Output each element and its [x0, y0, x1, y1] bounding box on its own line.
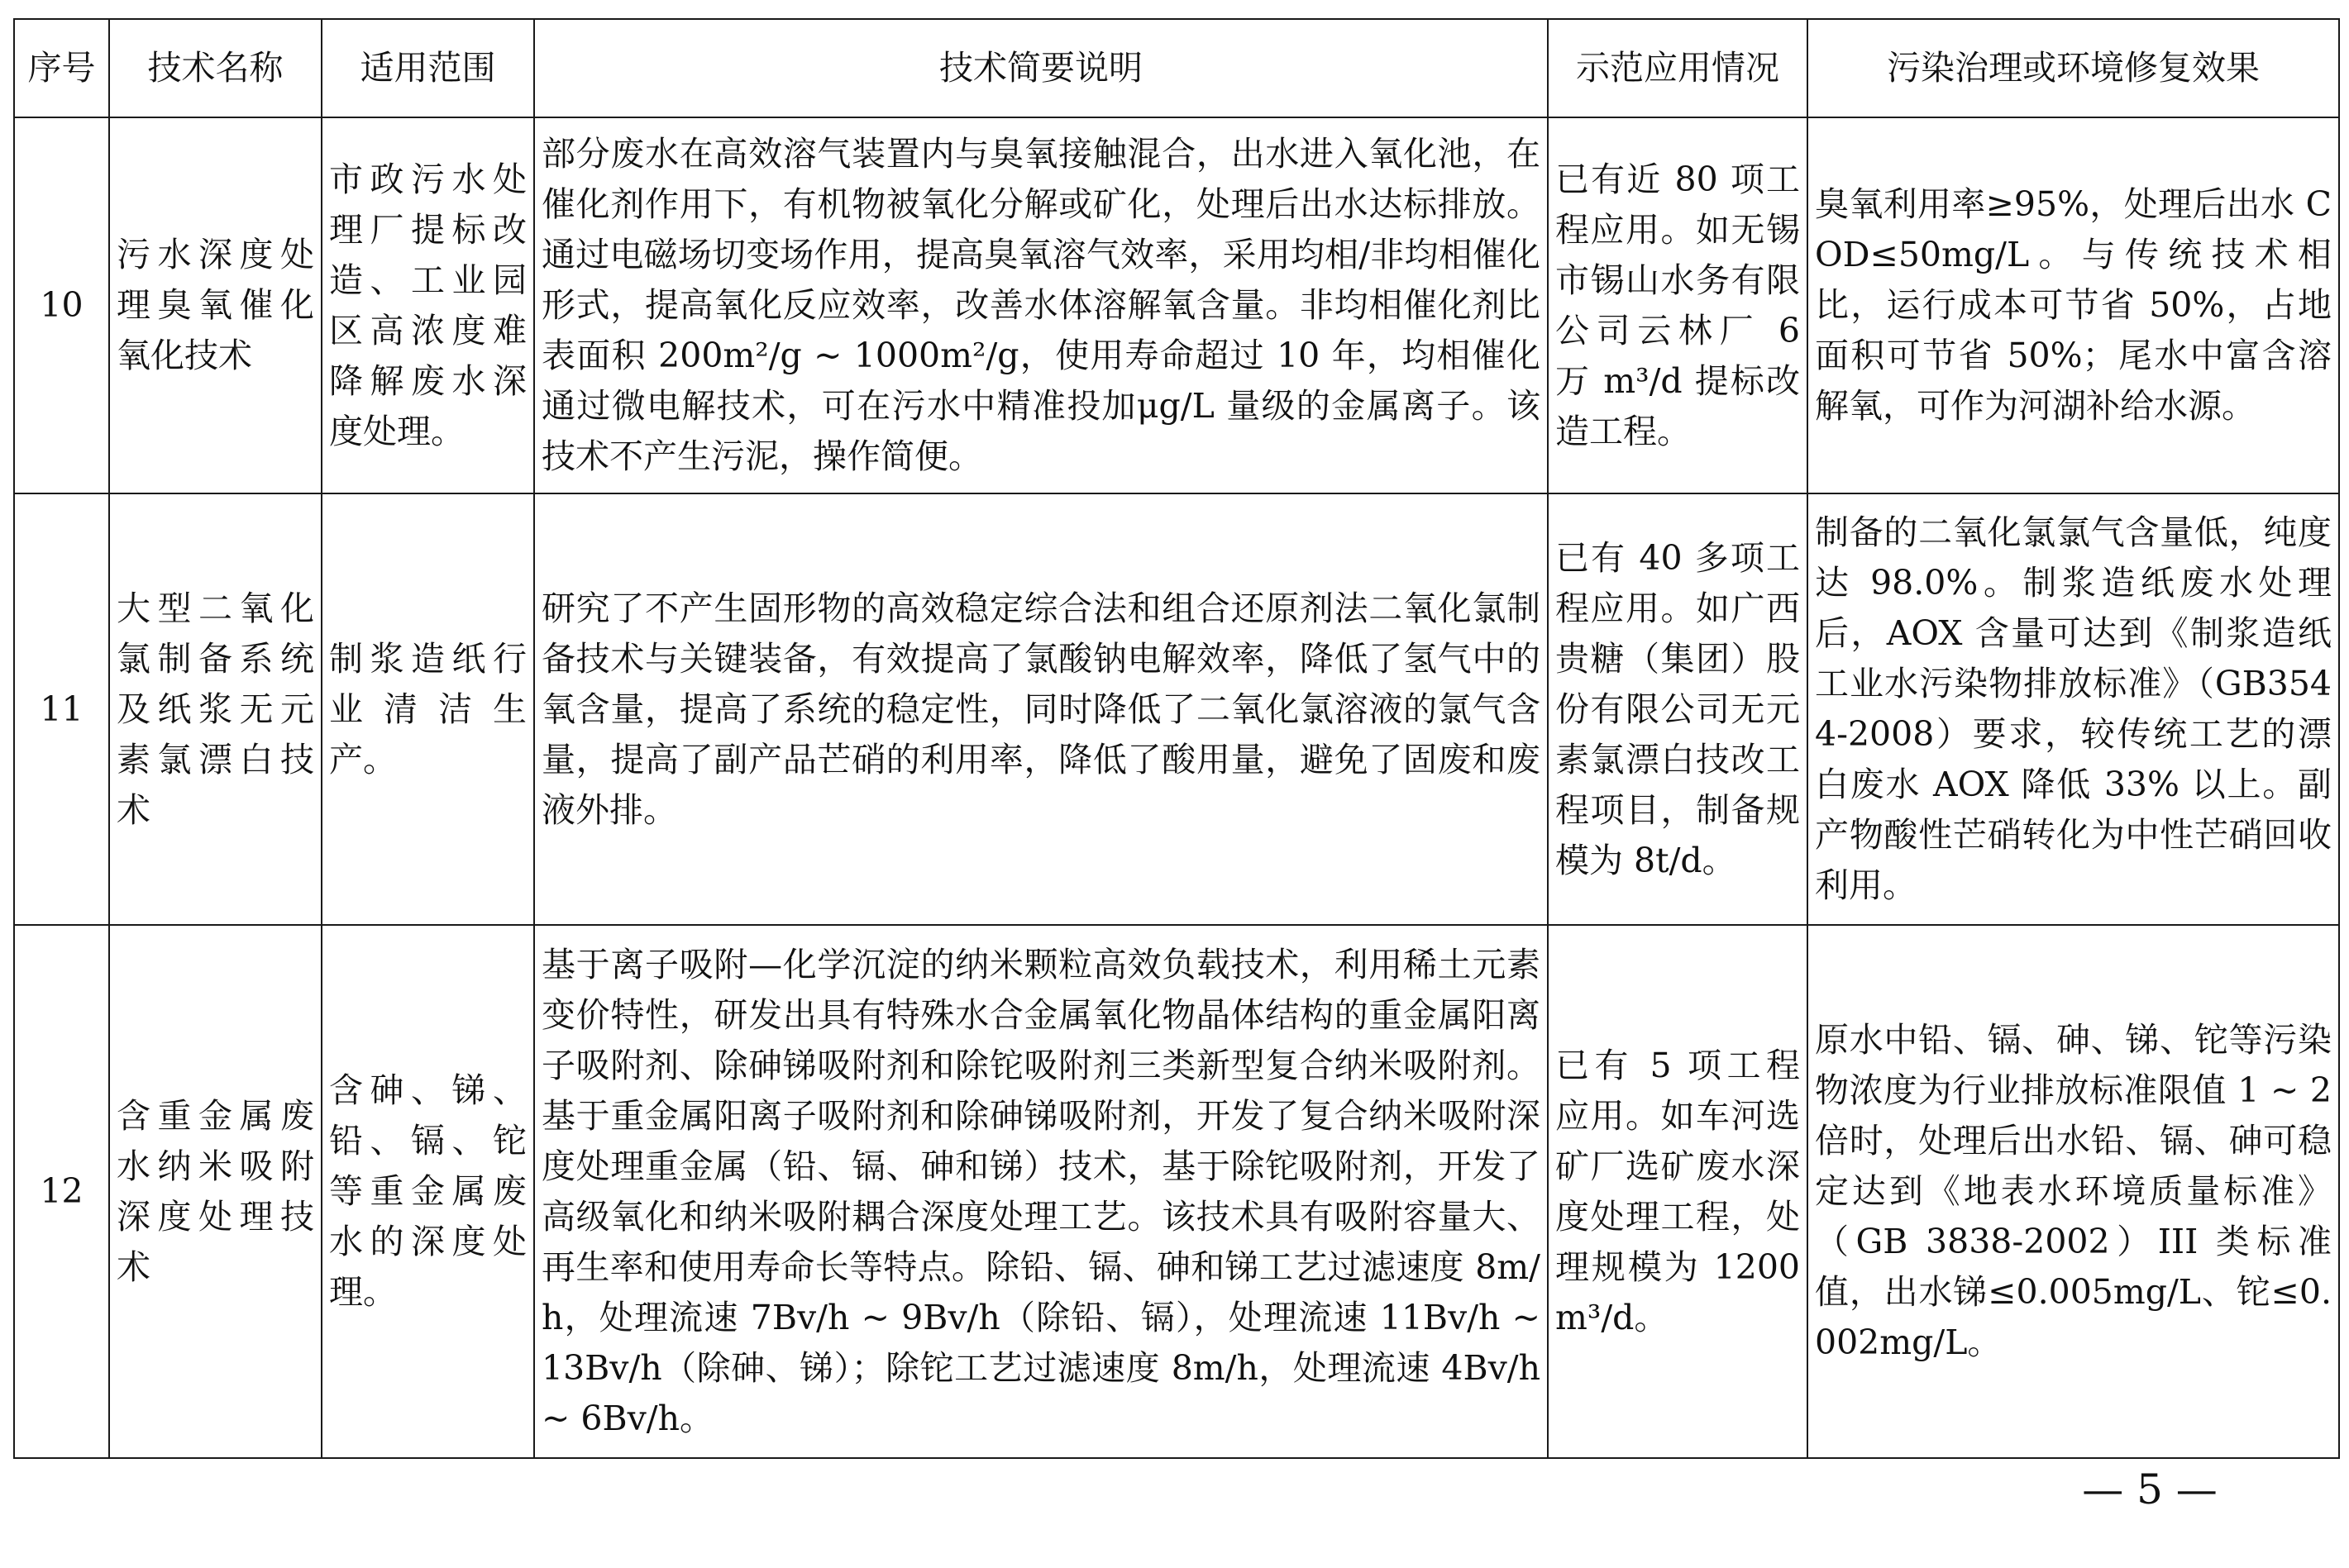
cell-application: 已有 40 多项工程应用。如广西贵糖（集团）股份有限公司无元素氯漂白技改工程项目，制备规模为 8t/d。: [1548, 493, 1807, 925]
cell-application: 已有近 80 项工程应用。如无锡市锡山水务有限公司云林厂 6 万 m³/d 提标改造工程。: [1548, 117, 1807, 493]
cell-description: 研究了不产生固形物的高效稳定综合法和组合还原剂法二氧化氯制备技术与关键装备，有效提高了氯酸钠电解效率，降低了氢气中的氧含量，提高了系统的稳定性，同时降低了二氧化氯溶液的氯气含量，提高了副产品芒硝的利用率，降低了酸用量，避免了固废和废液外排。: [534, 493, 1548, 925]
cell-description: 基于离子吸附—化学沉淀的纳米颗粒高效负载技术，利用稀土元素变价特性，研发出具有特殊水合金属氧化物晶体结构的重金属阳离子吸附剂、除砷锑吸附剂和除铊吸附剂三类新型复合纳米吸附剂。基于重金属阳离子吸附剂和除砷锑吸附剂，开发了复合纳米吸附深度处理重金属（铅、镉、砷和锑）技术，基于除铊吸附剂，开发了高级氧化和纳米吸附耦合深度处理工艺。该技术具有吸附容量大、再生率和使用寿命长等特点。除铅、镉、砷和锑工艺过滤速度 8m/h，处理流速 7Bv/h ~ 9Bv/h（除铅、镉），处理流速 11Bv/h ~ 13Bv/h（除砷、锑）；除铊工艺过滤速度 8m/h，处理流速 4Bv/h ~ 6Bv/h。: [534, 925, 1548, 1458]
cell-technology-name: 污水深度处理臭氧催化氧化技术: [109, 117, 322, 493]
cell-description: 部分废水在高效溶气装置内与臭氧接触混合，出水进入氧化池，在催化剂作用下，有机物被氧化分解或矿化，处理后出水达标排放。通过电磁场切变场作用，提高臭氧溶气效率，采用均相/非均相催化形式，提高氧化反应效率，改善水体溶解氧含量。非均相催化剂比表面积 200m²/g ~ 1000m²/g，使用寿命超过 10 年，均相催化通过微电解技术，可在污水中精准投加μg/L 量级的金属离子。该技术不产生污泥，操作简便。: [534, 117, 1548, 493]
cell-serial-number: 11: [14, 493, 109, 925]
table-row: [14, 117, 2339, 493]
table-row: [14, 493, 2339, 925]
header-serial-number: 序号: [14, 19, 109, 117]
cell-application: 已有 5 项工程应用。如车河选矿厂选矿废水深度处理工程，处理规模为 1200m³/d。: [1548, 925, 1807, 1458]
header-scope: 适用范围: [322, 19, 534, 117]
header-description: 技术简要说明: [534, 19, 1548, 117]
header-application: 示范应用情况: [1548, 19, 1807, 117]
cell-effect: 原水中铅、镉、砷、锑、铊等污染物浓度为行业排放标准限值 1 ~ 2 倍时，处理后出水铅、镉、砷可稳定达到《地表水环境质量标准》（GB 3838-2002）III 类标准值，出水锑≤0.005mg/L、铊≤0.002mg/L。: [1807, 925, 2339, 1458]
cell-effect: 制备的二氧化氯氯气含量低，纯度达 98.0%。制浆造纸废水处理后，AOX 含量可达到《制浆造纸工业水污染物排放标准》（GB3544-2008）要求，较传统工艺的漂白废水 AOX 降低 33% 以上。副产物酸性芒硝转化为中性芒硝回收利用。: [1807, 493, 2339, 925]
header-effect: 污染治理或环境修复效果: [1807, 19, 2339, 117]
cell-effect: 臭氧利用率≥95%，处理后出水 COD≤50mg/L。与传统技术相比，运行成本可节省 50%，占地面积可节省 50%；尾水中富含溶解氧，可作为河湖补给水源。: [1807, 117, 2339, 493]
cell-technology-name: 含重金属废水纳米吸附深度处理技术: [109, 925, 322, 1458]
cell-scope: 含砷、锑、铅、镉、铊等重金属废水的深度处理。: [322, 925, 534, 1458]
cell-serial-number: 10: [14, 117, 109, 493]
cell-technology-name: 大型二氧化氯制备系统及纸浆无元素氯漂白技术: [109, 493, 322, 925]
header-technology-name: 技术名称: [109, 19, 322, 117]
cell-scope: 制浆造纸行业清洁生产。: [322, 493, 534, 925]
technology-table: [13, 18, 2340, 1459]
table-header-row: [14, 19, 2339, 117]
cell-serial-number: 12: [14, 925, 109, 1458]
page-number: — 5 —: [2082, 1466, 2218, 1513]
table-row: [14, 925, 2339, 1458]
cell-scope: 市政污水处理厂提标改造、工业园区高浓度难降解废水深度处理。: [322, 117, 534, 493]
